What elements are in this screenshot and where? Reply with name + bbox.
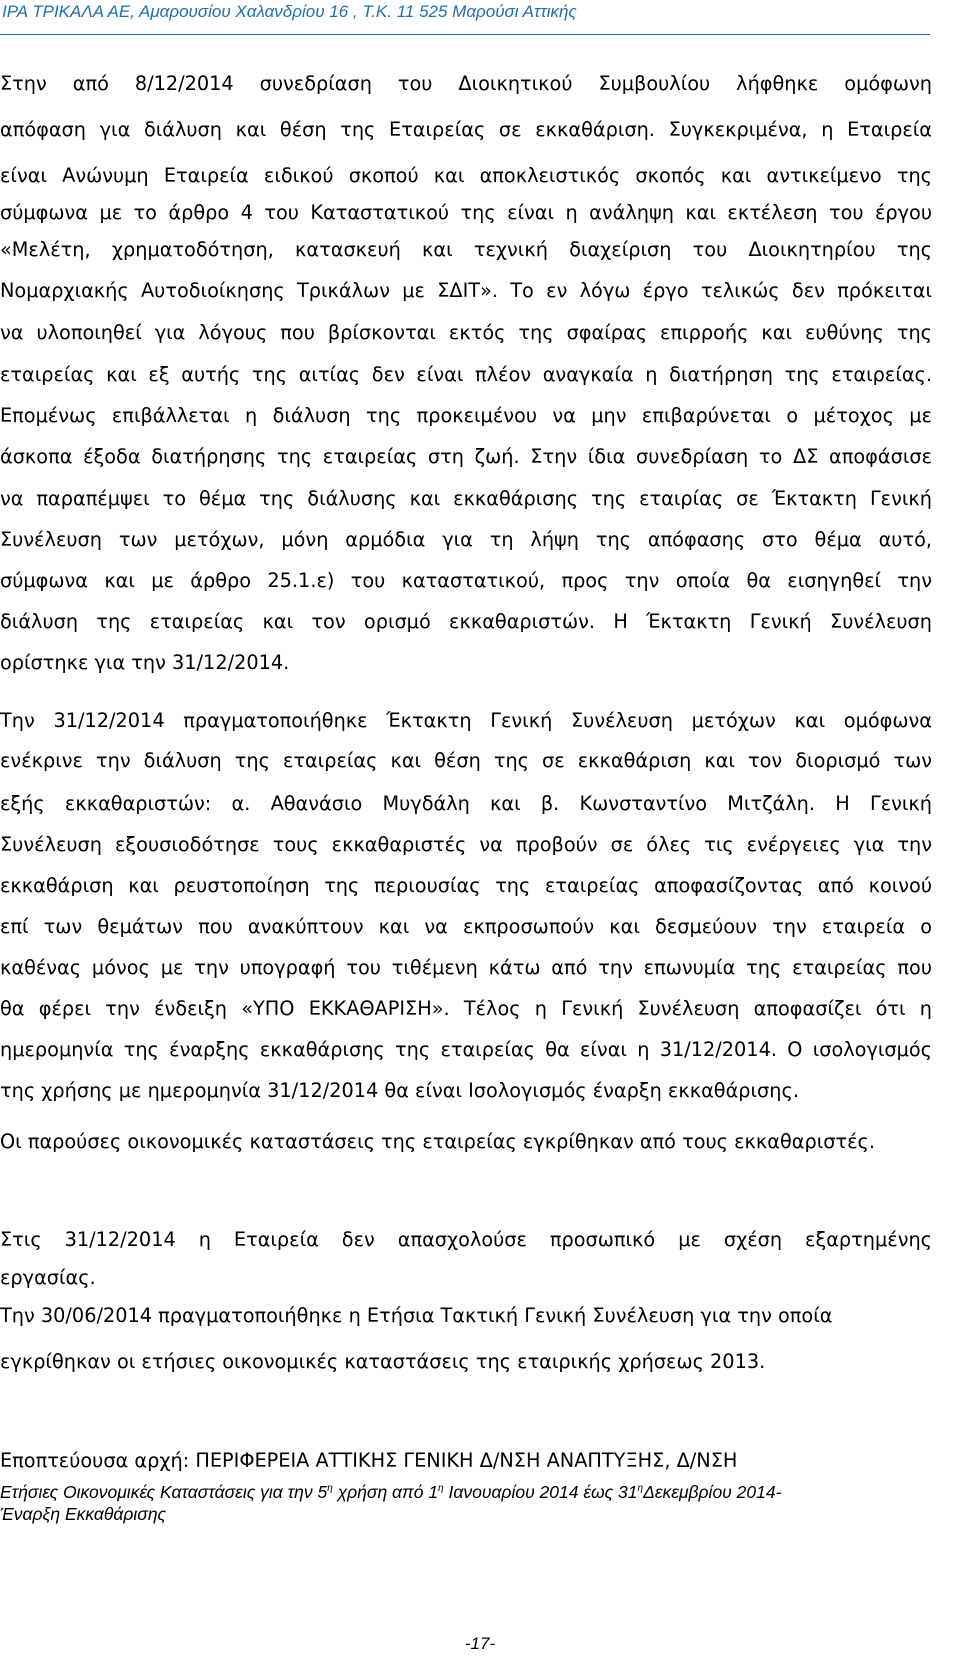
text-line: Στις 31/12/2014 η Εταιρεία δεν απασχολούσε προσωπικό με σχέση εξαρτημένης (0, 1228, 932, 1251)
text-line: εγκρίθηκαν οι ετήσιες οικονομικές καταστάσεις της εταιρικής χρήσεως 2013. (0, 1350, 766, 1373)
text-line: καθένας μόνος με την υπογραφή του τιθέμενη κάτω από την επωνυμία της εταιρείας που (0, 956, 932, 979)
text-line: άσκοπα έξοδα διατήρησης της εταιρείας στη ζωή. Στην ίδια συνεδρίαση το ΔΣ αποφάσισε (0, 445, 932, 468)
company-header-line: ΙΡΑ ΤΡΙΚΑΛΑ ΑΕ, Αμαρουσίου Χαλανδρίου 16 , Τ.Κ. 11 525 Μαρούσι Αττικής (2, 2, 577, 21)
text-line: εταιρείας και εξ αυτής της αιτίας δεν είναι πλέον αναγκαία η διατήρηση της εταιρείας. (0, 363, 932, 386)
text-line: επί των θεμάτων που ανακύπτουν και να εκπροσωπούν και δεσμεύουν την εταιρεία ο (0, 915, 932, 938)
text-line: «Μελέτη, χρηματοδότηση, κατασκευή και τεχνική διαχείριση του Διοικητηρίου της (0, 238, 932, 261)
text-line: να υλοποιηθεί για λόγους που βρίσκονται εκτός της σφαίρας επιρροής και ευθύνης της (0, 321, 932, 344)
page-header (0, 0, 930, 35)
text-line: εργασίας. (0, 1266, 96, 1289)
text-line: σύμφωνα και με άρθρο 25.1.ε) του καταστατικού, προς την οποία θα εισηγηθεί την (0, 569, 932, 592)
text-line: Εποπτεύουσα αρχή: ΠΕΡΙΦΕΡΕΙΑ ΑΤΤΙΚΗΣ ΓΕΝΙΚΗ Δ/ΝΣΗ ΑΝΑΠΤΥΞΗΣ, Δ/ΝΣΗ (0, 1449, 738, 1472)
text-line: Στην από 8/12/2014 συνεδρίαση του Διοικητικού Συμβουλίου λήφθηκε ομόφωνη (0, 72, 932, 95)
text-line: Συνέλευση εξουσιοδότησε τους εκκαθαριστές να προβούν σε όλες τις ενέργειες για την (0, 833, 932, 856)
text-line: ορίστηκε για την 31/12/2014. (0, 651, 290, 674)
text-line: εκκαθάριση και ρευστοποίηση της περιουσίας της εταιρείας αποφασίζοντας από κοινού (0, 874, 932, 897)
text-line: Συνέλευση των μετόχων, μόνη αρμόδια για τη λήψη της απόφασης στο θέμα αυτό, (0, 528, 932, 551)
text-line: Νομαρχιακής Αυτοδιοίκησης Τρικάλων με ΣΔΙΤ». Το εν λόγω έργο τελικώς δεν πρόκειται (0, 279, 932, 302)
text-line: ενέκρινε την διάλυση της εταιρείας και θέση της σε εκκαθάριση και τον διορισμό των (0, 749, 932, 772)
text-line: Επομένως επιβάλλεται η διάλυση της προκειμένου να μην επιβαρύνεται ο μέτοχος με (0, 404, 932, 427)
text-line: είναι Ανώνυμη Εταιρεία ειδικού σκοπού και αποκλειστικός σκοπός και αντικείμενο της (0, 164, 932, 187)
text-line: Οι παρούσες οικονομικές καταστάσεις της εταιρείας εγκρίθηκαν από τους εκκαθαριστές. (0, 1130, 875, 1153)
footer-subtitle-line: Έναρξη Εκκαθάρισης (0, 1504, 167, 1524)
text-line: ημερομηνία της έναρξης εκκαθάρισης της εταιρείας θα είναι η 31/12/2014. Ο ισολογισμός (0, 1038, 932, 1061)
text-line: σύμφωνα με το άρθρο 4 του Καταστατικού της είναι η ανάληψη και εκτέλεση του έργου (0, 201, 932, 224)
text-line: θα φέρει την ένδειξη «ΥΠΟ ΕΚΚΑΘΑΡΙΣΗ». Τέλος η Γενική Συνέλευση αποφασίζει ότι η (0, 997, 932, 1020)
text-line: Την 30/06/2014 πραγματοποιήθηκε η Ετήσια Τακτική Γενική Συνέλευση για την οποία (0, 1304, 833, 1327)
text-line: της χρήσης με ημερομηνία 31/12/2014 θα είναι Ισολογισμός έναρξη εκκαθάρισης. (0, 1079, 799, 1102)
footer-statement-line: Ετήσιες Οικονομικές Καταστάσεις για την $5^\eta$ χρήση από $1^\eta$ Ιανουαρίου 2014 έως $31^\eta\Delta\varepsilon\kappa\varepsilon\mu\beta\rho ίo\upsilon$ 2014- (0, 1482, 782, 1502)
text-line: Την 31/12/2014 πραγματοποιήθηκε Έκτακτη Γενική Συνέλευση μετόχων και ομόφωνα (0, 709, 932, 732)
text-line: απόφαση για διάλυση και θέση της Εταιρείας σε εκκαθάριση. Συγκεκριμένα, η Εταιρεία (0, 118, 932, 141)
text-line: διάλυση της εταιρείας και τον ορισμό εκκαθαριστών. Η Έκτακτη Γενική Συνέλευση (0, 610, 932, 633)
page-number: -17- (464, 1634, 496, 1653)
text-line: εξής εκκαθαριστών: α. Αθανάσιο Μυγδάλη και β. Κωνσταντίνο Μιτζάλη. Η Γενική (0, 792, 932, 815)
text-line: να παραπέμψει το θέμα της διάλυσης και εκκαθάρισης της εταιρίας σε Έκτακτη Γενική (0, 487, 932, 510)
